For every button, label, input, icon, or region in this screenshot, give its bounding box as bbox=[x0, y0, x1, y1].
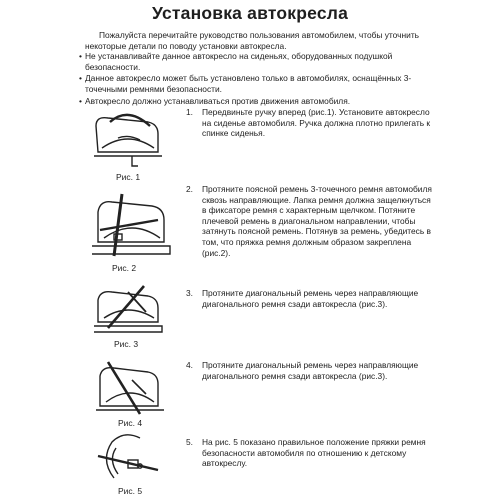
figure-3-caption: Рис. 3 bbox=[114, 339, 139, 349]
step-5-number: 5. bbox=[186, 437, 193, 447]
step-3-text: Протяните диагональный ремень через направляющие диагонального ремня сзади автокресла (рис.3). bbox=[202, 288, 419, 309]
bullet-text: Данное автокресло может быть установлено только в автомобилях, оснащённых 3-точечными ремнями безопасности. bbox=[85, 73, 412, 94]
warning-bullet-1 bbox=[79, 51, 430, 72]
bullet-dot-icon: • bbox=[79, 96, 82, 106]
step-2-text: Протяните поясной ремень 3-точечного ремня автомобиля сквозь направляющие. Лапка ремня должна защелкнуться в фиксаторе ремня с характерным щелчком. Потяните плечевой ремень в диагональном направлении, чтобы затянуть поясной ремень. Потянув за ремень, убедитесь в том, что пряжка ремня должным образом закреплена (рис.2). bbox=[202, 184, 432, 258]
figure-3-illustration bbox=[88, 282, 168, 338]
figure-1-illustration bbox=[88, 108, 168, 170]
bullet-dot-icon: • bbox=[79, 51, 82, 61]
bullet-text: Не устанавливайте данное автокресло на сиденьях, оборудованных подушкой безопасности. bbox=[85, 51, 393, 72]
figure-5-illustration bbox=[94, 430, 162, 484]
step-1-number: 1. bbox=[186, 107, 193, 117]
figure-4-caption: Рис. 4 bbox=[118, 418, 143, 428]
step-4-text: Протяните диагональный ремень через направляющие диагонального ремня сзади автокресла (рис.3). bbox=[202, 360, 419, 381]
warning-bullet-3 bbox=[79, 96, 430, 107]
bullet-text: Автокресло должно устанавливаться против движения автомобиля. bbox=[85, 96, 351, 106]
bullet-dot-icon: • bbox=[79, 73, 82, 83]
figure-1-caption: Рис. 1 bbox=[116, 172, 141, 182]
step-2-number: 2. bbox=[186, 184, 193, 194]
step-5-text: На рис. 5 показано правильное положение пряжки ремня безопасности автомобиля по отношению к детскому автокреслу. bbox=[202, 437, 426, 469]
figure-2-illustration bbox=[88, 190, 174, 262]
intro-text: Пожалуйста перечитайте руководство пользования автомобилем, чтобы уточнить некоторые детали по поводу установки автокресла. bbox=[85, 30, 420, 51]
step-3-number: 3. bbox=[186, 288, 193, 298]
step-4-number: 4. bbox=[186, 360, 193, 370]
warning-bullet-2 bbox=[79, 73, 430, 94]
figure-2-caption: Рис. 2 bbox=[112, 263, 137, 273]
figure-5-caption: Рис. 5 bbox=[118, 486, 143, 496]
page-title: Установка автокресла bbox=[151, 3, 348, 23]
figure-4-illustration bbox=[92, 360, 168, 418]
step-1-text: Передвиньте ручку вперед (рис.1). Установите автокресло на сиденье автомобиля. Ручка должна плотно прилегать к спинке сиденья. bbox=[202, 107, 431, 139]
